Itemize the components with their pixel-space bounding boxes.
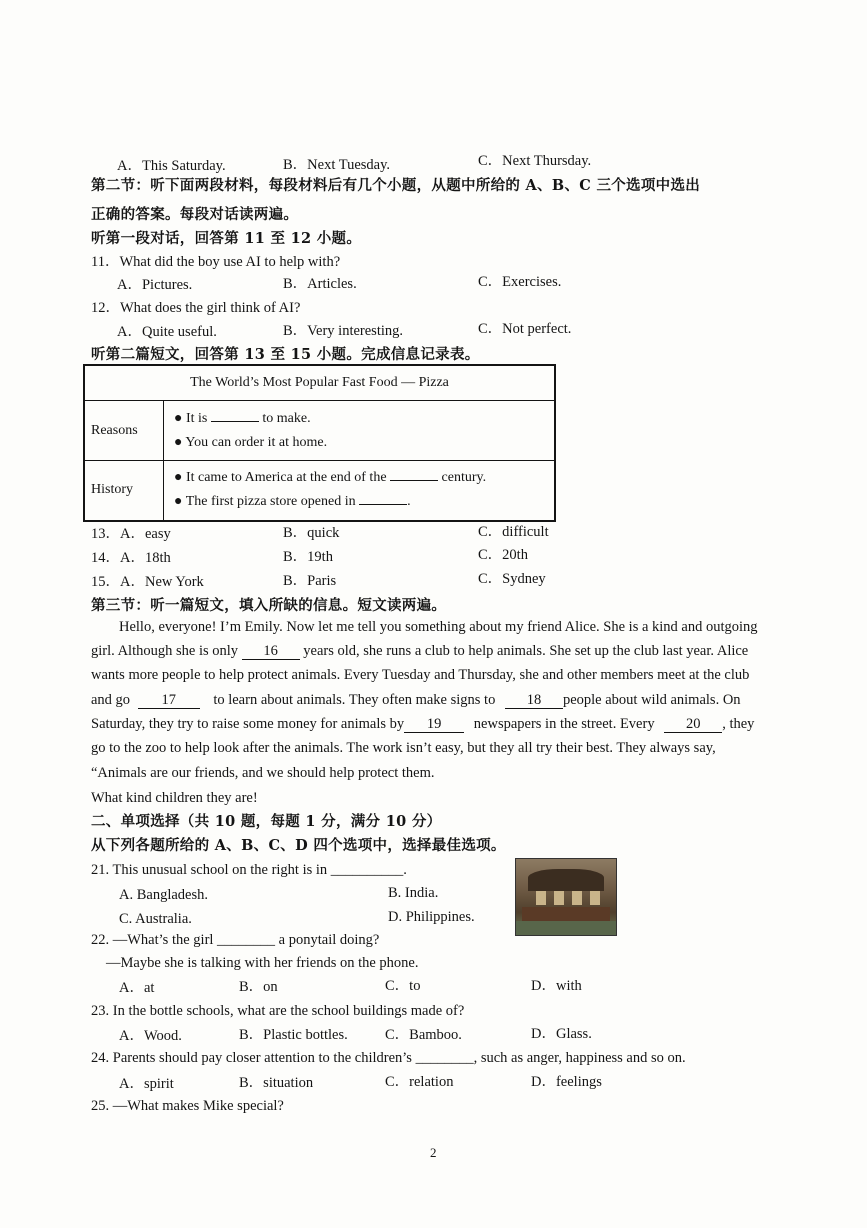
passage-line1: Hello, everyone! I’m Emily. Now let me tell you something about my friend Alice. She is a kind and outgoing xyxy=(119,619,758,635)
section2-instruction-line1: 第二节：听下面两段材料，每段材料后有几个小题，从题中所给的 A、B、C 三个选项中选出 xyxy=(91,177,701,194)
q11-option-b: B．Articles. xyxy=(283,276,357,292)
passage-line5 xyxy=(91,714,754,734)
q22-option-a: A．at xyxy=(119,980,155,996)
blank-20: 20 xyxy=(664,716,722,733)
passage2-heading: 听第二篇短文，回答第 13 至 15 小题。完成信息记录表。 xyxy=(91,346,480,363)
q14-option-a: 14．A．18th xyxy=(91,550,171,566)
q12-option-a: A．Quite useful. xyxy=(117,324,217,340)
passage-line5-end: , they xyxy=(722,716,755,732)
boat-window xyxy=(536,891,546,905)
q14-option-b: B．19th xyxy=(283,549,333,565)
reasons-line1-end: to make. xyxy=(262,410,311,426)
q25-stem: 25. —What makes Mike special? xyxy=(91,1098,284,1114)
q11-stem: 11．What did the boy use AI to help with? xyxy=(91,254,341,270)
table-title: The World’s Most Popular Fast Food — Pizza xyxy=(84,365,555,401)
part2-heading: 二、单项选择（共 10 题，每题 1 分，满分 10 分） xyxy=(91,813,442,830)
reasons-blank xyxy=(211,421,259,422)
q23-stem: 23. In the bottle schools, what are the school buildings made of? xyxy=(91,1003,465,1019)
q15-option-a: 15．A．New York xyxy=(91,574,204,590)
passage-line3: wants more people to help protect animals. Every Tuesday and Thursday, she and other members meet at the club xyxy=(91,667,750,683)
passage-line4 xyxy=(91,690,741,710)
floating-school-boat-photo xyxy=(515,858,617,936)
passage-line6: go to the zoo to help look after the animals. The work isn’t easy, but they all try their best. They always say, xyxy=(91,740,716,756)
q21-option-c: C. Australia. xyxy=(119,911,192,927)
reasons-line2: ● You can order it at home. xyxy=(174,434,328,450)
q15-option-c: C．Sydney xyxy=(478,571,546,587)
blank-17: 17 xyxy=(138,692,200,709)
q22-option-b: B．on xyxy=(239,979,278,995)
q21-option-b: B. India. xyxy=(388,885,439,901)
passage-line7: “Animals are our friends, and we should help protect them. xyxy=(91,765,435,781)
history-blank-century xyxy=(390,480,438,481)
passage-line4-start: and go xyxy=(91,692,131,708)
q12-option-b: B．Very interesting. xyxy=(283,323,404,339)
passage-line5-start: Saturday, they try to raise some money for animals by xyxy=(91,716,405,732)
history-label: History xyxy=(84,461,164,521)
q23-option-d: D．Glass. xyxy=(531,1026,592,1042)
passage-line4-end: people about wild animals. On xyxy=(562,692,741,708)
q22-stem: 22. —What’s the girl ________ a ponytail doing? xyxy=(91,932,380,948)
q15-option-b: B．Paris xyxy=(283,573,337,589)
q14-option-c: C．20th xyxy=(478,547,528,563)
blank-18: 18 xyxy=(505,692,563,709)
history-cell xyxy=(164,461,556,521)
q11-option-c: C．Exercises. xyxy=(478,274,562,290)
passage-line4-mid: to learn about animals. They often make signs to xyxy=(213,692,496,708)
section3-instruction: 第三节：听一篇短文，填入所缺的信息。短文读两遍。 xyxy=(91,597,447,614)
q24-option-b: B．situation xyxy=(239,1075,314,1091)
history-blank-place xyxy=(359,504,407,505)
q10-option-c: C．Next Thursday. xyxy=(478,153,592,169)
q21-option-a: A. Bangladesh. xyxy=(119,887,208,903)
passage-line2-start: girl. Although she is only xyxy=(91,643,239,659)
dialog1-heading: 听第一段对话，回答第 11 至 12 小题。 xyxy=(91,230,362,247)
q22-stem-reply: —Maybe she is talking with her friends on the phone. xyxy=(106,955,419,971)
part2-instruction: 从下列各题所给的 A、B、C、D 四个选项中，选择最佳选项。 xyxy=(91,837,506,854)
q13-option-c: C．difficult xyxy=(478,524,549,540)
history-line1-end: century. xyxy=(441,470,487,486)
q10-option-b: B．Next Tuesday. xyxy=(283,157,391,173)
q10-option-a: A．This Saturday. xyxy=(117,158,226,174)
q22-option-d: D．with xyxy=(531,978,582,994)
passage-line2-end: years old, she runs a club to help animals. She set up the club last year. Alice xyxy=(303,643,749,659)
q22-option-c: C．to xyxy=(385,978,421,994)
q12-stem: 12．What does the girl think of AI? xyxy=(91,300,301,316)
q21-option-d: D. Philippines. xyxy=(388,909,475,925)
boat-hull xyxy=(522,907,610,921)
q13-option-a: 13．A．easy xyxy=(91,526,171,542)
q13-option-b: B．quick xyxy=(283,525,340,541)
boat-window xyxy=(554,891,564,905)
reasons-line1-start: ● It is xyxy=(174,410,208,426)
passage-line5-mid: newspapers in the street. Every xyxy=(473,716,655,732)
boat-window xyxy=(590,891,600,905)
boat-roof xyxy=(528,869,604,891)
q24-option-c: C．relation xyxy=(385,1074,454,1090)
q23-option-a: A．Wood. xyxy=(119,1028,182,1044)
q21-stem: 21. This unusual school on the right is in __________. xyxy=(91,862,407,878)
page-number: 2 xyxy=(430,1145,437,1160)
blank-16: 16 xyxy=(242,643,300,660)
q24-stem: 24. Parents should pay closer attention to the children’s ________, such as anger, happiness and so on. xyxy=(91,1050,686,1066)
reasons-cell xyxy=(164,401,556,461)
section2-instruction-line2: 正确的答案。每段对话读两遍。 xyxy=(91,206,299,223)
boat-window xyxy=(572,891,582,905)
q12-option-c: C．Not perfect. xyxy=(478,321,572,337)
passage-line2 xyxy=(91,641,748,661)
info-record-table xyxy=(83,364,556,522)
q24-option-d: D．feelings xyxy=(531,1074,602,1090)
water xyxy=(516,921,616,935)
blank-19: 19 xyxy=(404,716,464,733)
q23-option-b: B．Plastic bottles. xyxy=(239,1027,348,1043)
passage-line8: What kind children they are! xyxy=(91,790,258,806)
q11-option-a: A．Pictures. xyxy=(117,277,193,293)
reasons-label: Reasons xyxy=(84,401,164,461)
history-line2-end: . xyxy=(407,494,411,510)
q23-option-c: C．Bamboo. xyxy=(385,1027,462,1043)
q24-option-a: A．spirit xyxy=(119,1076,174,1092)
history-line1-start: ● It came to America at the end of the xyxy=(174,470,387,486)
history-line2-start: ● The first pizza store opened in xyxy=(174,494,356,510)
